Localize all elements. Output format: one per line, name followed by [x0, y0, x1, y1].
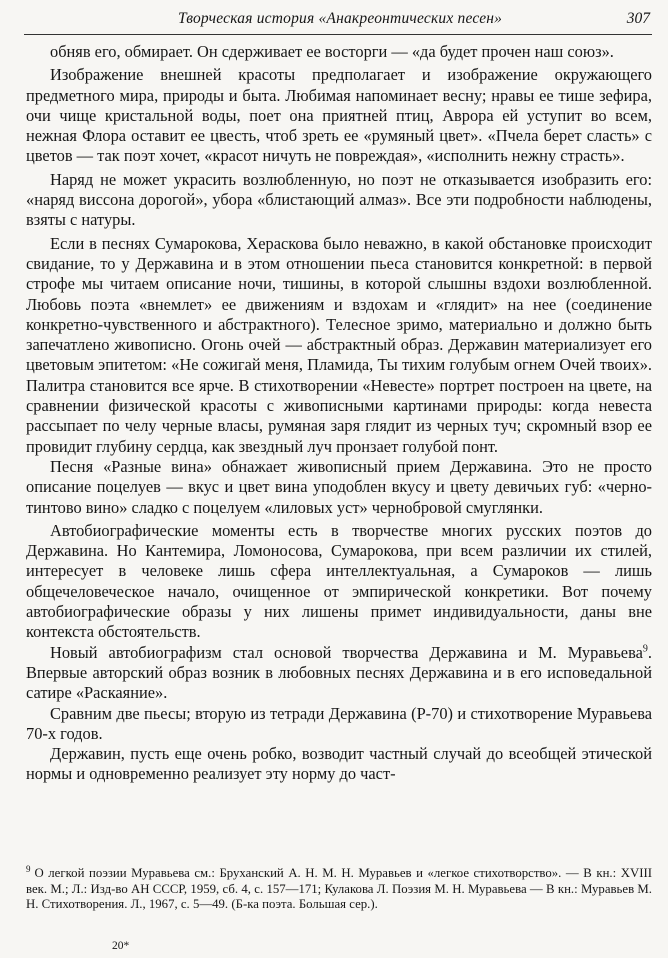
footnote-mark: 9 — [26, 863, 31, 874]
main-text — [26, 42, 652, 785]
paragraph: Изображение внешней красоты предполагает и изображение окружающего предметного мира, природы и быта. Любимая напоминает весну; нравы ее тише зефира, очи чище кристальной воды, поет она приятней птиц, Аврора ей уступит во всем, нежная Флора оставит ее цвесть, чтоб зреть ее «румяный цвет». «Пчела берет сласть» с цветов — так поэт хочет, «красот ничуть не повреждая», «исполнить нежну страсть». — [26, 65, 652, 166]
paragraph: Наряд не может украсить возлюбленную, но поэт не отказывается изобразить его: «наряд виссона дорогой», убора «блистающий алмаз». Все эти подробности наблюдены, взяты с натуры. — [26, 169, 652, 230]
signature-mark: 20* — [112, 940, 130, 952]
footnote — [26, 863, 652, 913]
paragraph: Автобиографические моменты есть в творчестве многих русских поэтов до Державина. Но Кантемира, Ломоносова, Сумарокова, при всем различии их стилей, интересует в человеке лишь сфера интеллектуальная, а Сумароков — лишь общечеловеческое начало, очищенное от эмпирической конкретики. Вот почему автобиографические образы у них лишены примет индивидуальности, даны вне контекста обстоятельств. — [26, 520, 652, 642]
paragraph-text-continued: . Впервые авторский образ возник в любовных песнях Державина и в его исповедальной сатире «Раскаяние». — [26, 642, 652, 703]
page-number: 307 — [626, 10, 650, 27]
paragraph: Сравним две пьесы; вторую из тетради Державина (Р-70) и стихотворение Муравьева 70-х годов. — [26, 703, 652, 743]
running-title: Творческая история «Анакреонтических песен» — [178, 10, 503, 27]
footnote-text: О легкой поэзии Муравьева см.: Бруханский А. Н. М. Н. Муравьев и «легкое стихотворство». — В кн.: XVIII век. М.; Л.: Изд-во АН СССР, 1959, сб. 4, с. 157—171; Кулакова Л. Поэзия М. Н. Муравьева — В кн.: Муравьев М. Н. Стихотворения. Л., 1967, с. 5—49. (Б-ка поэта. Большая сер.). — [26, 866, 652, 912]
paragraph: Песня «Разные вина» обнажает живописный прием Державина. Это не просто описание поцелуев — вкус и цвет вина уподоблен вкусу и цвету девичьих губ: «черно-тинтово вино» сладко с поцелуем «лиловых уст» чернобровой смуглянки. — [26, 456, 652, 517]
footnotes — [26, 863, 652, 913]
paragraph: обняв его, обмирает. Он сдерживает ее восторги — «да будет прочен наш союз». — [50, 42, 614, 61]
paragraph: Державин, пусть еще очень робко, возводит частный случай до всеобщей этической нормы и одновременно реализует эту норму до част- — [26, 744, 652, 784]
paragraph-with-note — [26, 643, 652, 704]
paragraph: Если в песнях Сумарокова, Хераскова было неважно, в какой обстановке происходит свидание, то у Державина и в этом отношении пьеса становится конкретной: в первой строфе мы читаем описание ночи, тишины, в которой слышны вздохи возлюбленной. Любовь поэта «внемлет» ее движениям и вздохам и «глядит» на нее (соединение конкретно-чувственного и абстрактного). Телесное зримо, материально и должно быть запечатлено живописно. Огонь очей — абстрактный образ. Державин материализует его цветовым эпитетом: «Не сожигай меня, Пламида, Ты тихим голубым огнем Очей твоих». Палитра становится все ярче. В стихотворении «Невесте» портрет построен на цвете, на сравнении физической красоты с живописными картинами природы: когда невеста рассыпает по челу черные власы, румяная заря глядит из черных туч; скромный взор ее провидит глубину сердца, как звездный луч пронзает голубой понт. — [26, 233, 652, 456]
paragraph-text: Новый автобиографизм стал основой творчества Державина и М. Муравьева — [50, 642, 643, 662]
footnote-reference[interactable]: 9 — [642, 643, 648, 655]
page-header — [24, 8, 652, 35]
